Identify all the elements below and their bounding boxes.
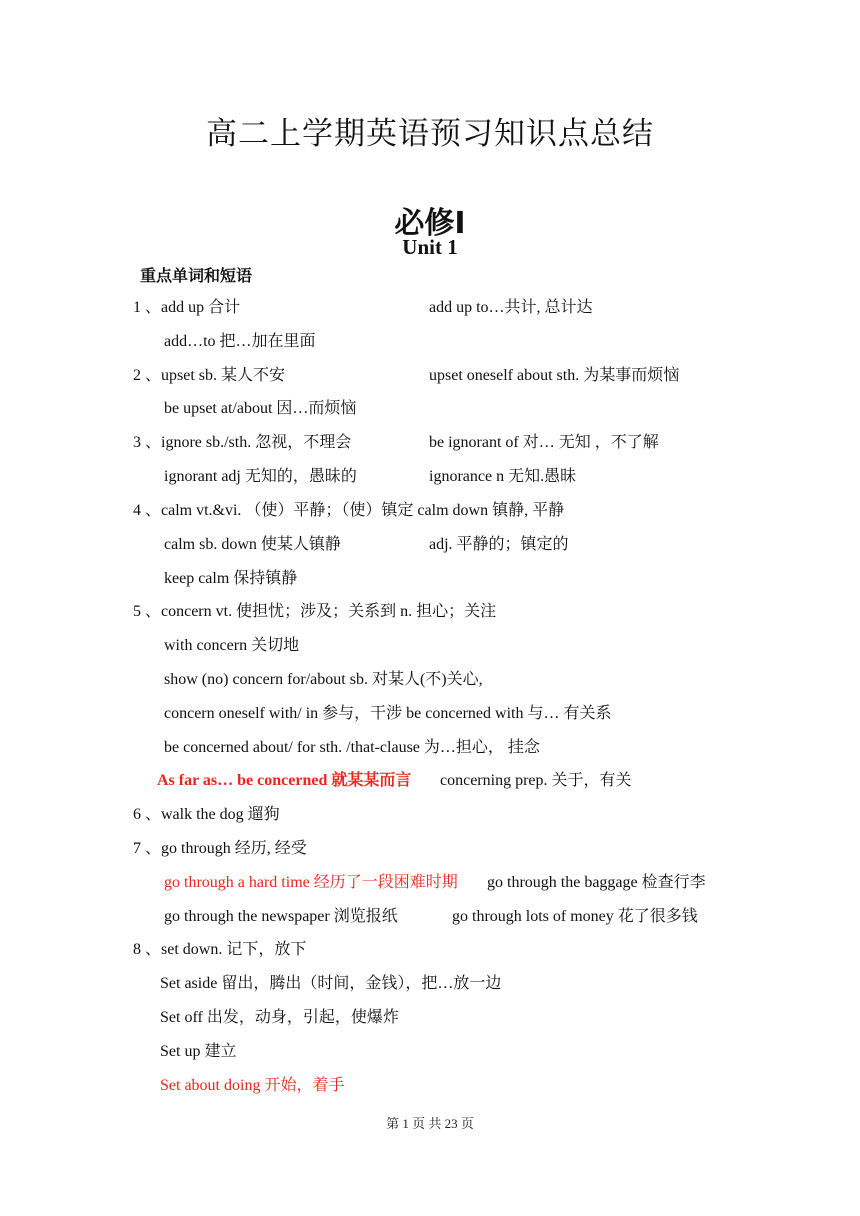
list-item [0, 1074, 860, 1098]
list-item [0, 364, 860, 388]
list-item-text: 3 、ignore sb./sth. 忽视，不理会 [133, 434, 352, 451]
list-item [0, 769, 860, 793]
list-item-text: 4 、calm vt.&vi. （使）平静；（使）镇定 calm down 镇静, 平静 [133, 502, 565, 519]
list-item-text-secondary: be ignorant of 对… 无知 ，不了解 [429, 434, 659, 451]
list-item [0, 634, 860, 658]
list-item-text-secondary: go through the baggage 检查行李 [487, 874, 706, 891]
highlighted-phrase: go through a hard time 经历了一段困难时期 [164, 874, 458, 891]
list-item [0, 465, 860, 489]
list-item-text: 6 、walk the dog 遛狗 [133, 806, 280, 823]
list-item [0, 397, 860, 421]
list-item-text: 5 、concern vt. 使担忧；涉及；关系到 n. 担心；关注 [133, 603, 497, 620]
list-item [0, 1040, 860, 1064]
list-item-text: keep calm 保持镇静 [164, 570, 298, 587]
list-item [0, 431, 860, 455]
list-item [0, 938, 860, 962]
list-item [0, 533, 860, 557]
list-item-text: be upset at/about 因…而烦恼 [164, 400, 357, 417]
list-item [0, 668, 860, 692]
list-item [0, 905, 860, 929]
list-item [0, 296, 860, 320]
list-item-text-secondary: concerning prep. 关于，有关 [440, 772, 632, 789]
list-item-text: Set aside 留出，腾出（时间，金钱），把…放一边 [160, 975, 502, 992]
list-item [0, 600, 860, 624]
list-item-text: 1 、add up 合计 [133, 299, 241, 316]
list-item-text: calm sb. down 使某人镇静 [164, 536, 341, 553]
list-item-text: 8 、set down. 记下，放下 [133, 941, 307, 958]
list-item-text-secondary: go through lots of money 花了很多钱 [452, 908, 698, 925]
unit-heading: Unit 1 [402, 235, 458, 259]
list-item-text-secondary: ignorance n 无知.愚昧 [429, 468, 577, 485]
list-item-text-secondary: add up to…共计, 总计达 [429, 299, 593, 316]
list-item-text: add…to 把…加在里面 [164, 333, 316, 350]
page-footer: 第 1 页 共 23 页 [386, 1116, 474, 1131]
list-item-text: Set off 出发，动身，引起，使爆炸 [160, 1009, 399, 1026]
list-item [0, 871, 860, 895]
list-item [0, 567, 860, 591]
list-item-text: show (no) concern for/about sb. 对某人(不)关心, [164, 671, 483, 688]
document-title: 高二上学期英语预习知识点总结 [206, 116, 654, 152]
list-item [0, 499, 860, 523]
list-item [0, 1006, 860, 1030]
list-item-text: be concerned about/ for sth. /that-clause 为…担心， 挂念 [164, 739, 540, 756]
list-item-text-secondary: upset oneself about sth. 为某事而烦恼 [429, 367, 680, 384]
list-item-text: concern oneself with/ in 参与，干涉 be concerned with 与… 有关系 [164, 705, 612, 722]
list-item [0, 972, 860, 996]
list-item [0, 702, 860, 726]
list-item [0, 736, 860, 760]
list-item-text: with concern 关切地 [164, 637, 300, 654]
section-heading: 重点单词和短语 [140, 266, 253, 285]
list-item-text: ignorant adj 无知的，愚昧的 [164, 468, 357, 485]
list-item [0, 837, 860, 861]
highlighted-phrase: Set about doing 开始，着手 [160, 1077, 345, 1094]
highlighted-phrase: As far as… be concerned 就某某而言 [157, 772, 412, 789]
list-item-text: 2 、upset sb. 某人不安 [133, 367, 286, 384]
list-item-text: 7 、go through 经历, 经受 [133, 840, 307, 857]
list-item [0, 803, 860, 827]
list-item-text: go through the newspaper 浏览报纸 [164, 908, 398, 925]
list-item [0, 330, 860, 354]
document-subtitle: 必修Ⅰ [394, 206, 466, 241]
list-item-text-secondary: adj. 平静的；镇定的 [429, 536, 569, 553]
list-item-text: Set up 建立 [160, 1043, 237, 1060]
